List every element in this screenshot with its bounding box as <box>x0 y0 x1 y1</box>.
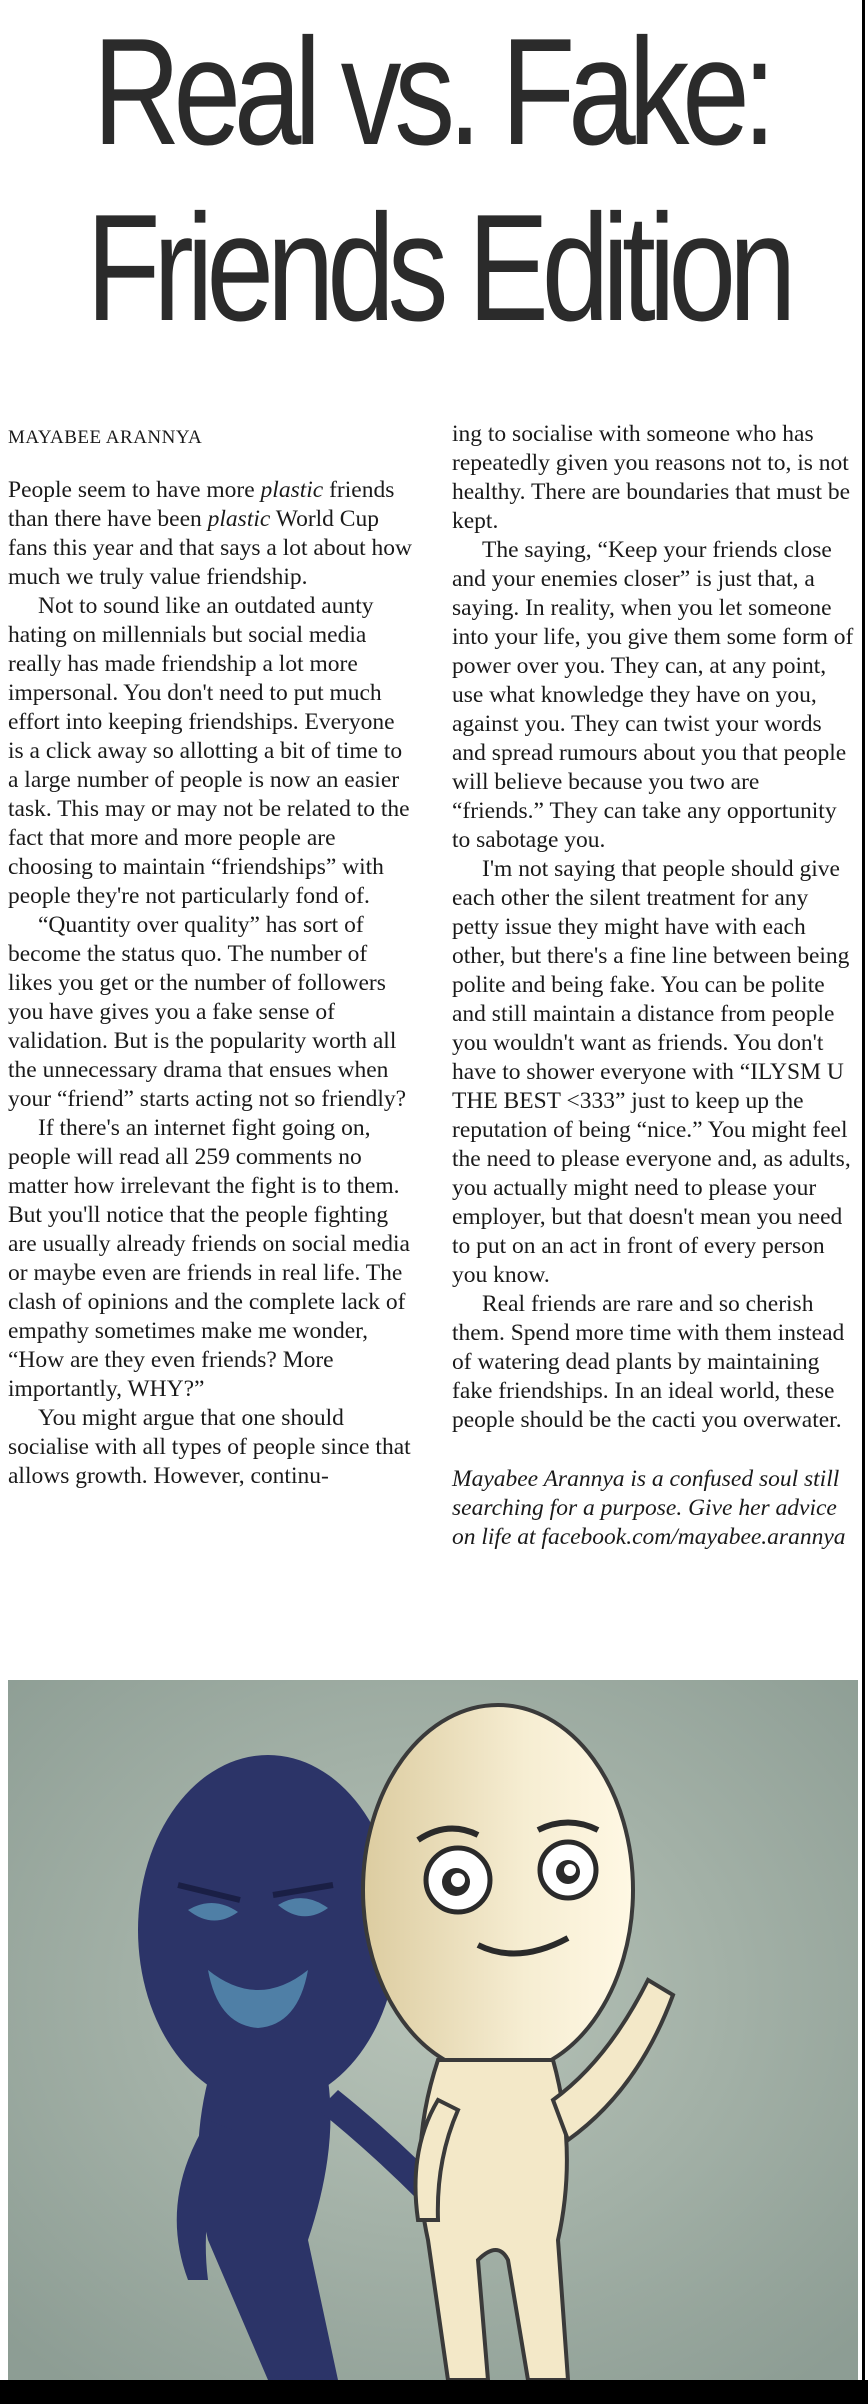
article-right-column <box>452 420 857 1552</box>
page-bottom-bar <box>0 2380 868 2404</box>
illustration-real-vs-fake-friend <box>8 1680 858 2380</box>
column-rule <box>862 0 865 2380</box>
paragraph-7: The saying, “Keep your friends close and your enemies closer” is just that, a saying. In reality, when you let someone into your life, you give them some form of power over you. They can, at any point, use what knowledge they have on you, against you. They can twist your words and spread rumours about you that people will believe because you two are “friends.” They can take any opportunity to sabotage you. <box>452 537 854 853</box>
paragraph-9: Real friends are rare and so cherish them. Spend more time with them instead of watering dead plants by maintaining fake friendships. In an ideal world, these people should be the cacti you overwater. <box>452 1291 845 1433</box>
headline <box>86 0 790 356</box>
headline-line-1: Real vs. Fake: <box>92 7 770 177</box>
paragraph-6: ing to socialise with someone who has repeatedly given you reasons not to, is not healthy. There are boundaries that must be kept. <box>452 421 851 534</box>
paragraph-4: If there's an internet fight going on, people will read all 259 comments no matter how irrelevant the fight is to them. But you'll notice that the people fighting are usually already friends on social media or maybe even are friends in real life. The clash of opinions and the complete lack of empathy sometimes make me wonder, “How are they even friends? More importantly, WHY?” <box>8 1115 410 1402</box>
paragraph-5: You might argue that one should socialise with all types of people since that allows growth. However, continu- <box>8 1405 411 1489</box>
paragraph-1-emphasis-b: plastic <box>207 506 271 532</box>
author-bio: Mayabee Arannya is a confused soul still searching for a purpose. Give her advice on life at facebook.com/mayabee.arannya <box>452 1466 846 1550</box>
headline-line-2: Friends Edition <box>86 183 790 353</box>
paragraph-2: Not to sound like an outdated aunty hating on millennials but social media really has made friendship a lot more impersonal. You don't need to put much effort into keeping friendships. Everyone is a click away so allotting a bit of time to a large number of people is now an easier task. This may or may not be related to the fact that more and more people are choosing to maintain “friendships” with people they're not particularly fond of. <box>8 593 410 909</box>
paragraph-1 <box>8 476 413 592</box>
paragraph-1-emphasis-a: plastic <box>260 477 324 503</box>
paragraph-3: “Quantity over quality” has sort of become the status quo. The number of likes you get or the number of followers you have gives you a fake sense of validation. But is the popularity worth all the unnecessary drama that ensues when your “friend” starts acting not so friendly? <box>8 912 407 1112</box>
paragraph-1-text-c: World Cup fans this year and that says a lot about how much we truly value friendship. <box>8 506 412 590</box>
byline: MAYABEE ARANNYA <box>8 427 203 448</box>
illustration-svg <box>8 1680 858 2380</box>
paragraph-8: I'm not saying that people should give each other the silent treatment for any petty issue they might have with each other, but there's a fine line between being polite and being fake. You can be polite and still maintain a distance from people you wouldn't want as friends. You don't have to shower everyone with “ILYSM U THE BEST <333” just to keep up the reputation of being “nice.” You might feel the need to please everyone and, as adults, you actually might need to please your employer, but that doesn't mean you need to put on an act in front of every person you know. <box>452 856 851 1288</box>
paragraph-1-text-a: People seem to have more <box>8 477 261 503</box>
paragraph-1-text-b: friends than there have been <box>8 477 395 532</box>
article-left-column <box>8 420 413 1491</box>
